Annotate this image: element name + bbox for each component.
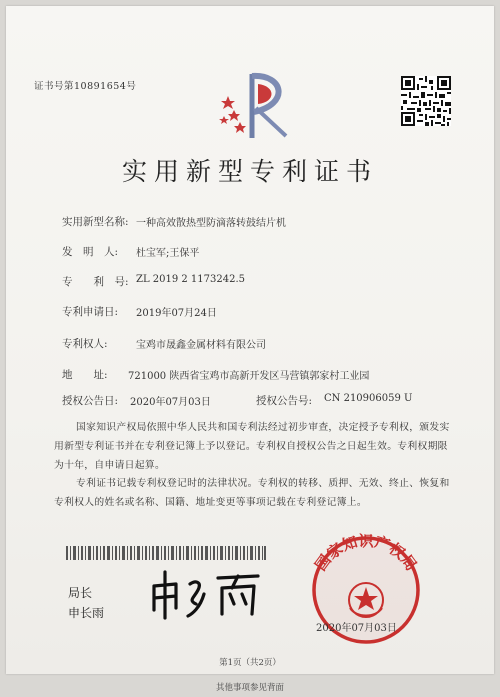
field-value-grant-no: CN 210906059 U: [324, 393, 413, 404]
field-value-patentee: 宝鸡市晟鑫金属材料有限公司: [136, 340, 266, 351]
field-label-patent-no: 专 利 号:: [62, 276, 129, 288]
qr-code-icon: [401, 76, 451, 126]
cnipa-emblem-icon: [214, 66, 294, 142]
field-value-address: 721000 陕西省宝鸡市高新开发区马营镇郭家村工业园: [128, 371, 370, 382]
field-label-grant-date: 授权公告日:: [62, 395, 119, 407]
field-label-name: 实用新型名称:: [62, 216, 129, 228]
field-value-inventor: 杜宝军;王保平: [136, 248, 200, 259]
director-name: 申长雨: [68, 606, 105, 620]
field-value-filing-date: 2019年07月24日: [136, 308, 217, 319]
certificate-title: 实用新型专利证书: [121, 157, 378, 186]
paragraph-grant-statement: 国家知识产权局依照中华人民共和国专利法经过初步审查，决定授予专利权，颁发实用新型专利证书并在专利登记簿上予以登记。专利权自授权公告之日起生效。专利权期限为十年，自申请日起算。: [54, 422, 450, 471]
field-label-inventor: 发 明 人:: [62, 246, 119, 258]
footer-note: 其他事项参见背面: [215, 683, 284, 693]
barcode-strip-icon: [66, 546, 266, 560]
seal-date: 2020年07月03日: [316, 623, 397, 634]
page-number: 第1页（共2页）: [219, 658, 281, 668]
field-label-grant-no: 授权公告号:: [256, 395, 313, 407]
handwritten-signature-icon: [146, 564, 266, 622]
paragraph-legal-status: 专利证书记载专利权登记时的法律状况。专利权的转移、质押、无效、终止、恢复和专利权人的姓名或名称、国籍、地址变更等事项记载在专利登记簿上。: [54, 478, 450, 508]
field-value-name: 一种高效散热型防滴落转鼓结片机: [136, 218, 286, 229]
field-value-grant-date: 2020年07月03日: [130, 397, 211, 408]
field-label-address: 地 址:: [62, 369, 108, 381]
field-label-filing-date: 专利申请日:: [62, 306, 119, 318]
certificate-number: 证书号第10891654号: [34, 81, 137, 92]
director-title: 局长: [68, 586, 93, 600]
certificate-sheet: [6, 6, 494, 674]
field-label-patentee: 专利权人:: [62, 338, 108, 350]
seal-text: 国家知识产权局: [311, 532, 421, 575]
field-value-patent-no: ZL 2019 2 1173242.5: [136, 274, 246, 285]
